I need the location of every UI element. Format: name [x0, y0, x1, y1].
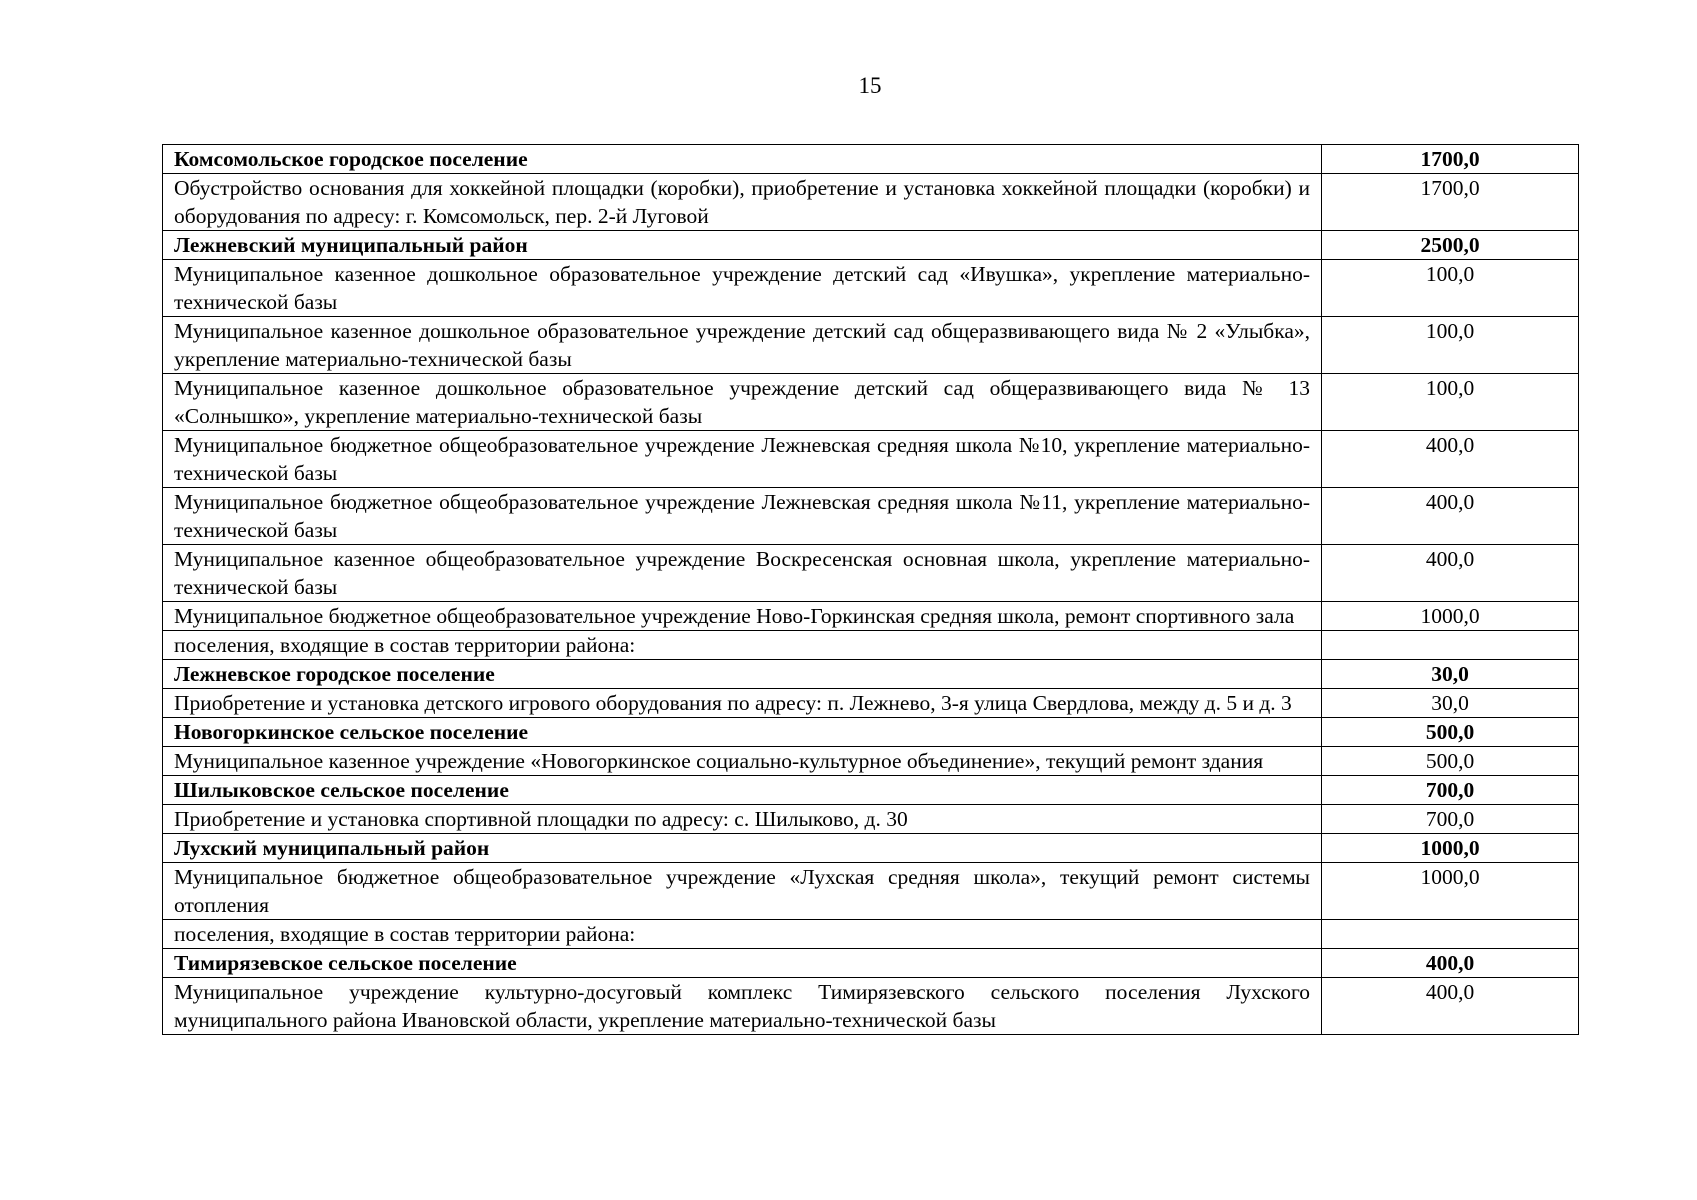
- row-description: поселения, входящие в состав территории района:: [163, 631, 1322, 660]
- row-amount: 1000,0: [1322, 863, 1579, 920]
- row-description: Муниципальное казенное общеобразовательное учреждение Воскресенская основная школа, укрепление материально-технической базы: [163, 545, 1322, 602]
- row-description: Муниципальное бюджетное общеобразовательное учреждение «Лухская средняя школа», текущий ремонт системы отопления: [163, 863, 1322, 920]
- row-description: Муниципальное казенное дошкольное образовательное учреждение детский сад общеразвивающего вида № 2 «Улыбка», укрепление материально-технической базы: [163, 317, 1322, 374]
- row-description: Обустройство основания для хоккейной площадки (коробки), приобретение и установка хоккейной площадки (коробки) и оборудования по адресу: г. Комсомольск, пер. 2-й Луговой: [163, 174, 1322, 231]
- row-amount: 100,0: [1322, 374, 1579, 431]
- row-description: поселения, входящие в состав территории района:: [163, 920, 1322, 949]
- row-amount: 1000,0: [1322, 602, 1579, 631]
- row-description: Приобретение и установка спортивной площадки по адресу: с. Шилыково, д. 30: [163, 805, 1322, 834]
- row-amount: 1700,0: [1322, 145, 1579, 174]
- row-description: Новогоркинское сельское поселение: [163, 718, 1322, 747]
- table-row: [163, 863, 1579, 920]
- table-row: [163, 374, 1579, 431]
- table-row: [163, 317, 1579, 374]
- row-description: Шилыковское сельское поселение: [163, 776, 1322, 805]
- row-amount: [1322, 631, 1579, 660]
- row-description: Лухский муниципальный район: [163, 834, 1322, 863]
- table-row-group: [163, 834, 1579, 863]
- budget-table: [162, 144, 1579, 1035]
- table-row-group: [163, 145, 1579, 174]
- table-row-note: [163, 631, 1579, 660]
- table-row: [163, 174, 1579, 231]
- table-row: [163, 805, 1579, 834]
- row-amount: [1322, 920, 1579, 949]
- page-number: 15: [858, 73, 882, 98]
- row-description: Муниципальное бюджетное общеобразовательное учреждение Ново-Горкинская средняя школа, ремонт спортивного зала: [163, 602, 1322, 631]
- row-description: Муниципальное учреждение культурно-досуговый комплекс Тимирязевского сельского поселения Лухского муниципального района Ивановской области, укрепление материально-технической базы: [163, 978, 1322, 1035]
- row-description: Муниципальное бюджетное общеобразовательное учреждение Лежневская средняя школа №10, укрепление материально-технической базы: [163, 431, 1322, 488]
- row-amount: 400,0: [1322, 978, 1579, 1035]
- row-amount: 500,0: [1322, 718, 1579, 747]
- row-amount: 400,0: [1322, 431, 1579, 488]
- table-row: [163, 431, 1579, 488]
- row-description: Лежневский муниципальный район: [163, 231, 1322, 260]
- table-row: [163, 978, 1579, 1035]
- table-row-group: [163, 231, 1579, 260]
- table-row-group: [163, 949, 1579, 978]
- row-amount: 1000,0: [1322, 834, 1579, 863]
- row-amount: 400,0: [1322, 488, 1579, 545]
- table-row: [163, 260, 1579, 317]
- row-description: Муниципальное казенное учреждение «Новогоркинское социально-культурное объединение», текущий ремонт здания: [163, 747, 1322, 776]
- row-amount: 700,0: [1322, 776, 1579, 805]
- row-amount: 400,0: [1322, 949, 1579, 978]
- row-description: Муниципальное казенное дошкольное образовательное учреждение детский сад общеразвивающего вида № 13 «Солнышко», укрепление материально-технической базы: [163, 374, 1322, 431]
- table-row: [163, 602, 1579, 631]
- row-amount: 100,0: [1322, 317, 1579, 374]
- row-amount: 30,0: [1322, 660, 1579, 689]
- table-row-group: [163, 776, 1579, 805]
- row-description: Приобретение и установка детского игрового оборудования по адресу: п. Лежнево, 3-я улица Свердлова, между д. 5 и д. 3: [163, 689, 1322, 718]
- row-amount: 400,0: [1322, 545, 1579, 602]
- row-description: Тимирязевское сельское поселение: [163, 949, 1322, 978]
- row-amount: 30,0: [1322, 689, 1579, 718]
- table-row: [163, 488, 1579, 545]
- row-description: Лежневское городское поселение: [163, 660, 1322, 689]
- row-description: Муниципальное бюджетное общеобразовательное учреждение Лежневская средняя школа №11, укрепление материально-технической базы: [163, 488, 1322, 545]
- table-row-group: [163, 718, 1579, 747]
- row-description: Комсомольское городское поселение: [163, 145, 1322, 174]
- row-amount: 700,0: [1322, 805, 1579, 834]
- row-amount: 1700,0: [1322, 174, 1579, 231]
- table-row: [163, 545, 1579, 602]
- table-row: [163, 747, 1579, 776]
- table-row: [163, 689, 1579, 718]
- row-amount: 100,0: [1322, 260, 1579, 317]
- row-amount: 500,0: [1322, 747, 1579, 776]
- row-amount: 2500,0: [1322, 231, 1579, 260]
- row-description: Муниципальное казенное дошкольное образовательное учреждение детский сад «Ивушка», укрепление материально-технической базы: [163, 260, 1322, 317]
- table-row-group: [163, 660, 1579, 689]
- table-row-note: [163, 920, 1579, 949]
